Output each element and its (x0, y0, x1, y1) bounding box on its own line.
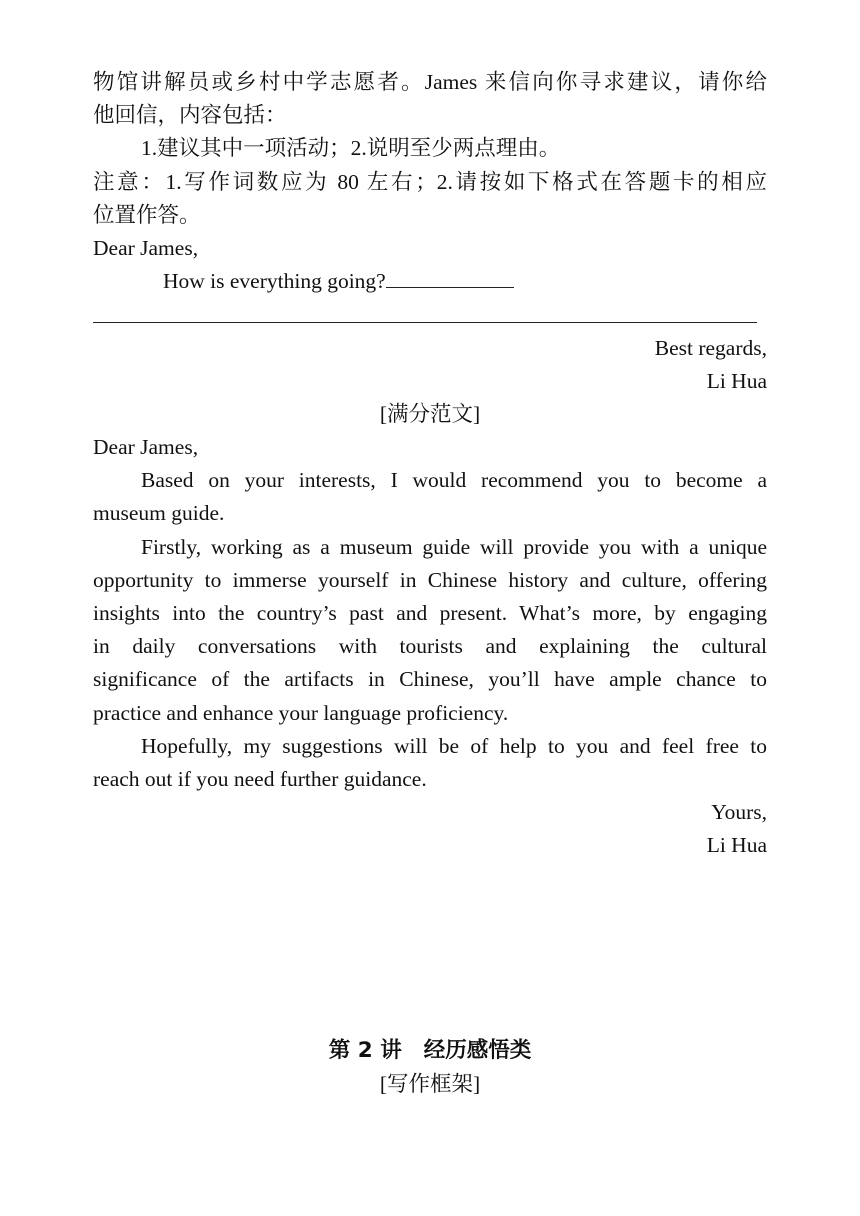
model-essay-label: [满分范文] (379, 401, 481, 426)
essay-line: insights into the country’s past and present. What’s more, by engaging (93, 601, 767, 625)
template-salutation: Dear James, (93, 235, 199, 260)
essay-line: reach out if you need further guidance. (93, 766, 427, 791)
prompt-note: 位置作答。 (93, 202, 201, 227)
lesson-number: 第 2 讲 (328, 1038, 402, 1063)
essay-closing: Yours, (711, 800, 767, 825)
essay-line: museum guide. (93, 501, 225, 526)
template-closing: Best regards, (654, 335, 767, 360)
template-signature: Li Hua (706, 368, 767, 393)
essay-salutation: Dear James, (93, 435, 199, 460)
essay-line: opportunity to immerse yourself in Chinese history and culture, offering (93, 567, 767, 592)
essay-line: Based on your interests, I would recommend you to become a (141, 468, 767, 493)
essay-signature: Li Hua (706, 833, 767, 858)
prompt-note: 注意：1.写作词数应为 80 左右；2.请按如下格式在答题卡的相应 (93, 169, 767, 194)
prompt-line: 他回信，内容包括： (93, 103, 287, 128)
prompt-line: 物馆讲解员或乡村中学志愿者。James 来信向你寻求建议，请你给 (93, 70, 767, 94)
lesson-subtitle: [写作框架] (379, 1072, 481, 1096)
answer-blank[interactable] (386, 265, 514, 288)
lesson-title: 经历感悟类 (423, 1038, 532, 1063)
prompt-requirements: 1.建议其中一项活动；2.说明至少两点理由。 (141, 136, 561, 161)
essay-line: practice and enhance your language proficiency. (93, 700, 509, 725)
essay-line: in daily conversations with tourists and explaining the cultural (93, 634, 767, 659)
lesson-heading (0, 1034, 860, 1067)
essay-line: significance of the artifacts in Chinese, you’ll have ample chance to (93, 667, 767, 692)
essay-line: Firstly, working as a museum guide will provide you with a unique (141, 534, 767, 559)
essay-line: Hopefully, my suggestions will be of help to you and feel free to (141, 733, 767, 758)
document-body (93, 66, 767, 863)
template-opening-line (93, 265, 767, 298)
template-opening: How is everything going? (163, 269, 386, 294)
answer-line[interactable] (93, 298, 767, 331)
